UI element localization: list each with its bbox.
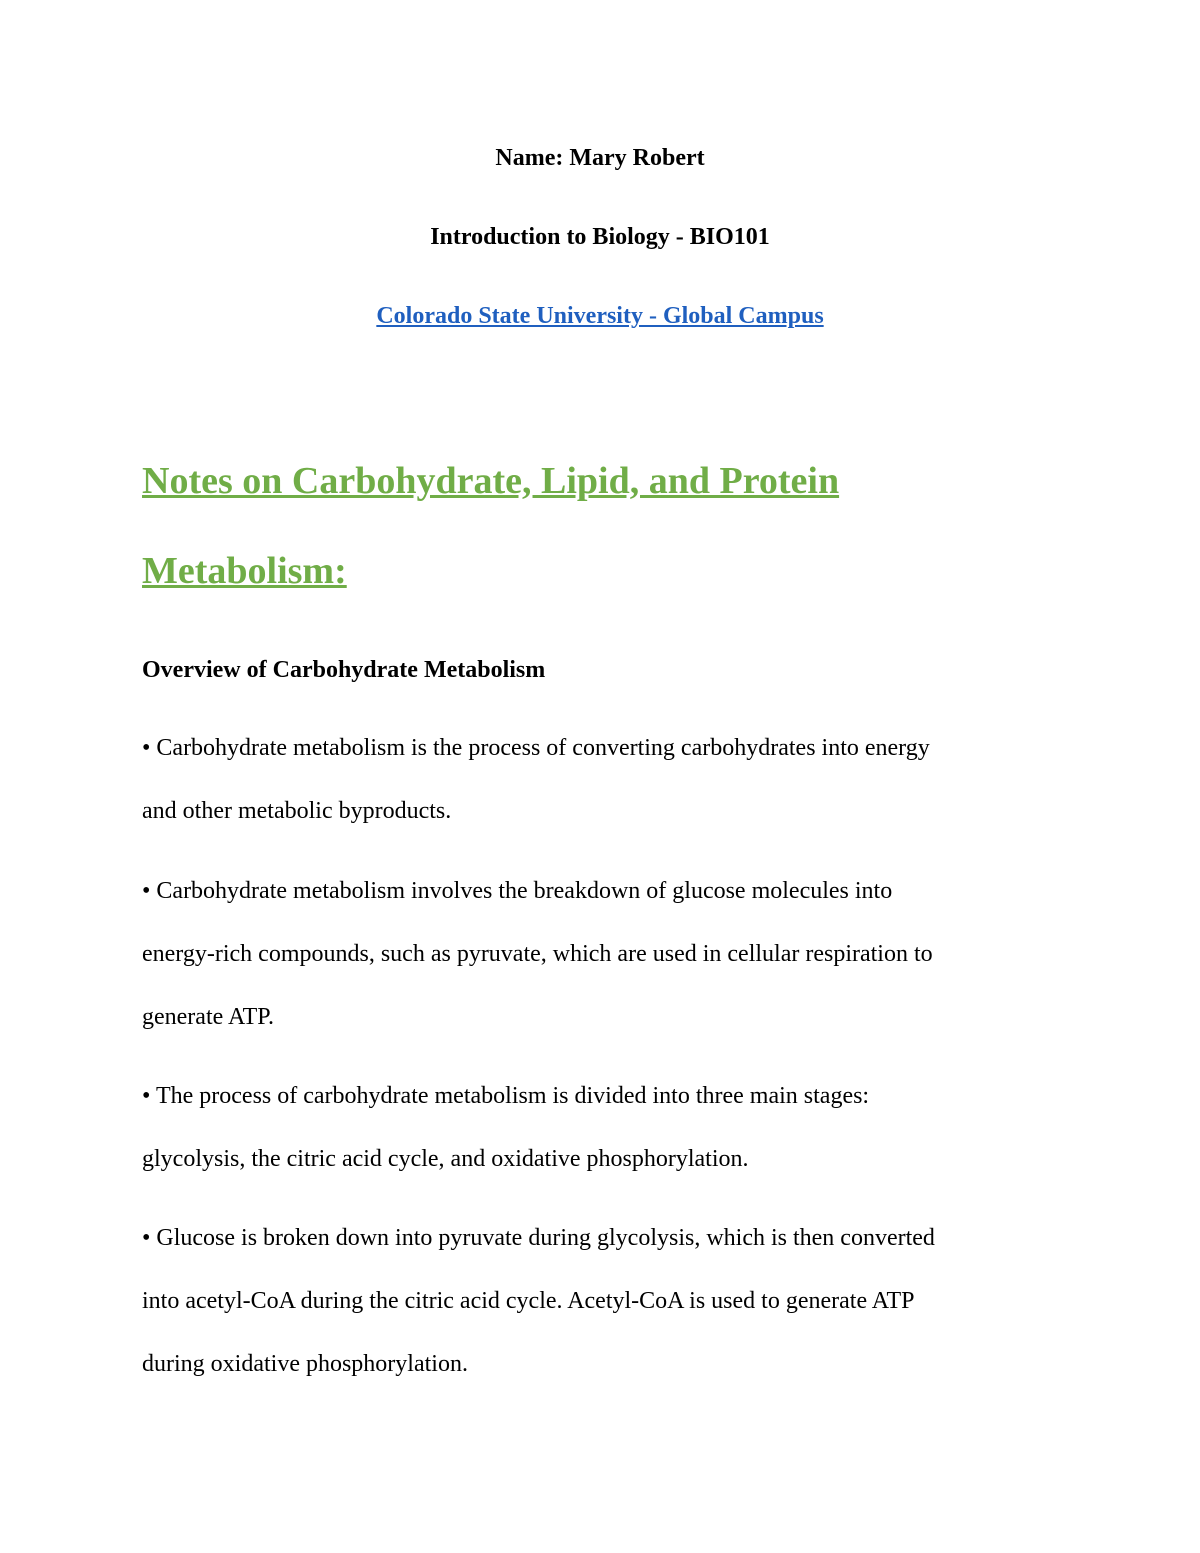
document-title-line-2: Metabolism:: [142, 550, 347, 592]
student-name: Name: Mary Robert: [495, 145, 705, 171]
section-heading: Overview of Carbohydrate Metabolism: [142, 657, 546, 683]
document-title-line-1: Notes on Carbohydrate, Lipid, and Protein: [142, 460, 840, 502]
bullet-line: glycolysis, the citric acid cycle, and oxidative phosphorylation.: [142, 1146, 749, 1172]
bullet-line: during oxidative phosphorylation.: [142, 1351, 468, 1377]
bullet-line: into acetyl-CoA during the citric acid cycle. Acetyl-CoA is used to generate ATP: [142, 1288, 915, 1314]
course-title: Introduction to Biology - BIO101: [430, 224, 770, 250]
bullet-line: • The process of carbohydrate metabolism is divided into three main stages:: [142, 1083, 870, 1109]
bullet-line: • Carbohydrate metabolism is the process of converting carbohydrates into energy: [142, 735, 930, 761]
bullet-line: generate ATP.: [142, 1004, 274, 1030]
university-line: [0, 301, 1200, 331]
bullet-line: energy-rich compounds, such as pyruvate, which are used in cellular respiration to: [142, 941, 933, 967]
bullet-line: • Glucose is broken down into pyruvate during glycolysis, which is then converted: [142, 1225, 935, 1251]
bullet-line: and other metabolic byproducts.: [142, 798, 452, 824]
bullet-line: • Carbohydrate metabolism involves the breakdown of glucose molecules into: [142, 878, 893, 904]
university-link[interactable]: Colorado State University - Global Campus: [376, 303, 824, 329]
